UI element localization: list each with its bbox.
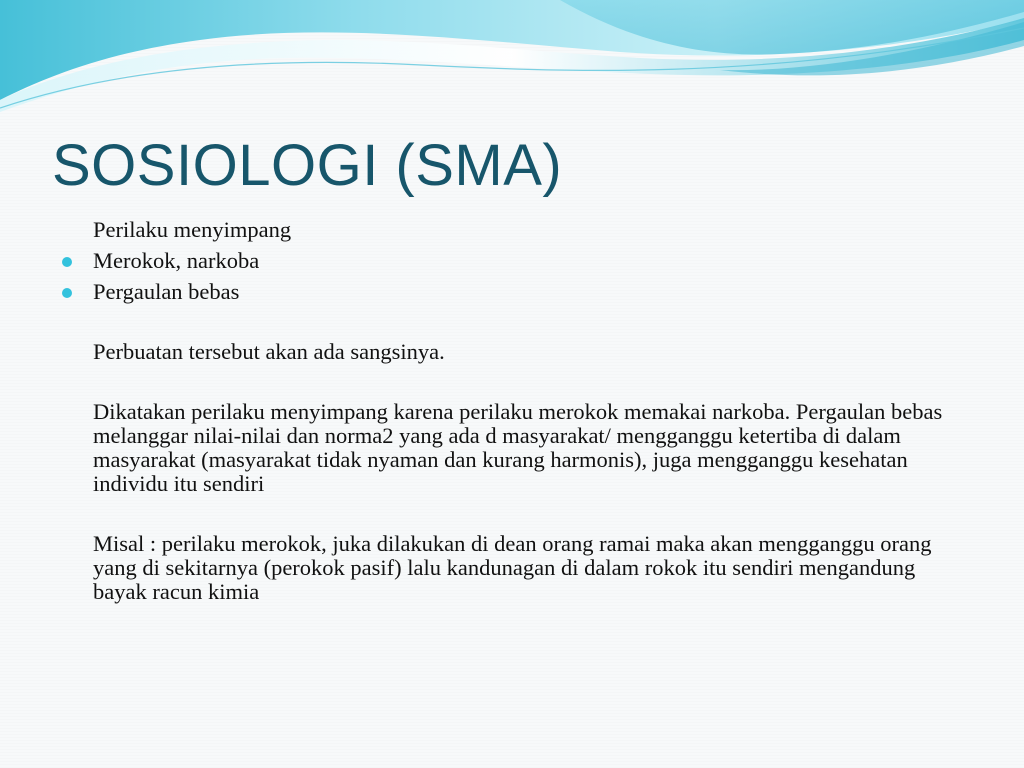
header-wave-decoration bbox=[0, 0, 1024, 130]
paragraph-sanction: Perbuatan tersebut akan ada sangsinya. bbox=[93, 339, 445, 364]
intro-text: Perilaku menyimpang bbox=[93, 217, 292, 242]
list-item-label: Merokok, narkoba bbox=[93, 248, 260, 273]
slide-body bbox=[93, 218, 973, 604]
slide-title: SOSIOLOGI (SMA) bbox=[52, 133, 563, 198]
bullet-dot-icon bbox=[62, 288, 72, 298]
paragraph-example: Misal : perilaku merokok, juka dilakukan di dean orang ramai maka akan mengganggu orang yang di sekitarnya (perokok pasif) lalu kandunagan di dalam rokok itu sendiri mengandung bayak racun kimia bbox=[93, 531, 932, 604]
bullet-dot-icon bbox=[62, 257, 72, 267]
list-item bbox=[93, 280, 973, 304]
paragraph-explanation: Dikatakan perilaku menyimpang karena perilaku merokok memakai narkoba. Pergaulan bebas melanggar nilai-nilai dan norma2 yang ada d masyarakat/ mengganggu ketertiba di dalam masyarakat (masyarakat tidak nyaman dan kurang harmonis), juga mengganggu kesehatan individu itu sendiri bbox=[93, 399, 943, 496]
list-item bbox=[93, 249, 973, 273]
list-item-label: Pergaulan bebas bbox=[93, 279, 240, 304]
